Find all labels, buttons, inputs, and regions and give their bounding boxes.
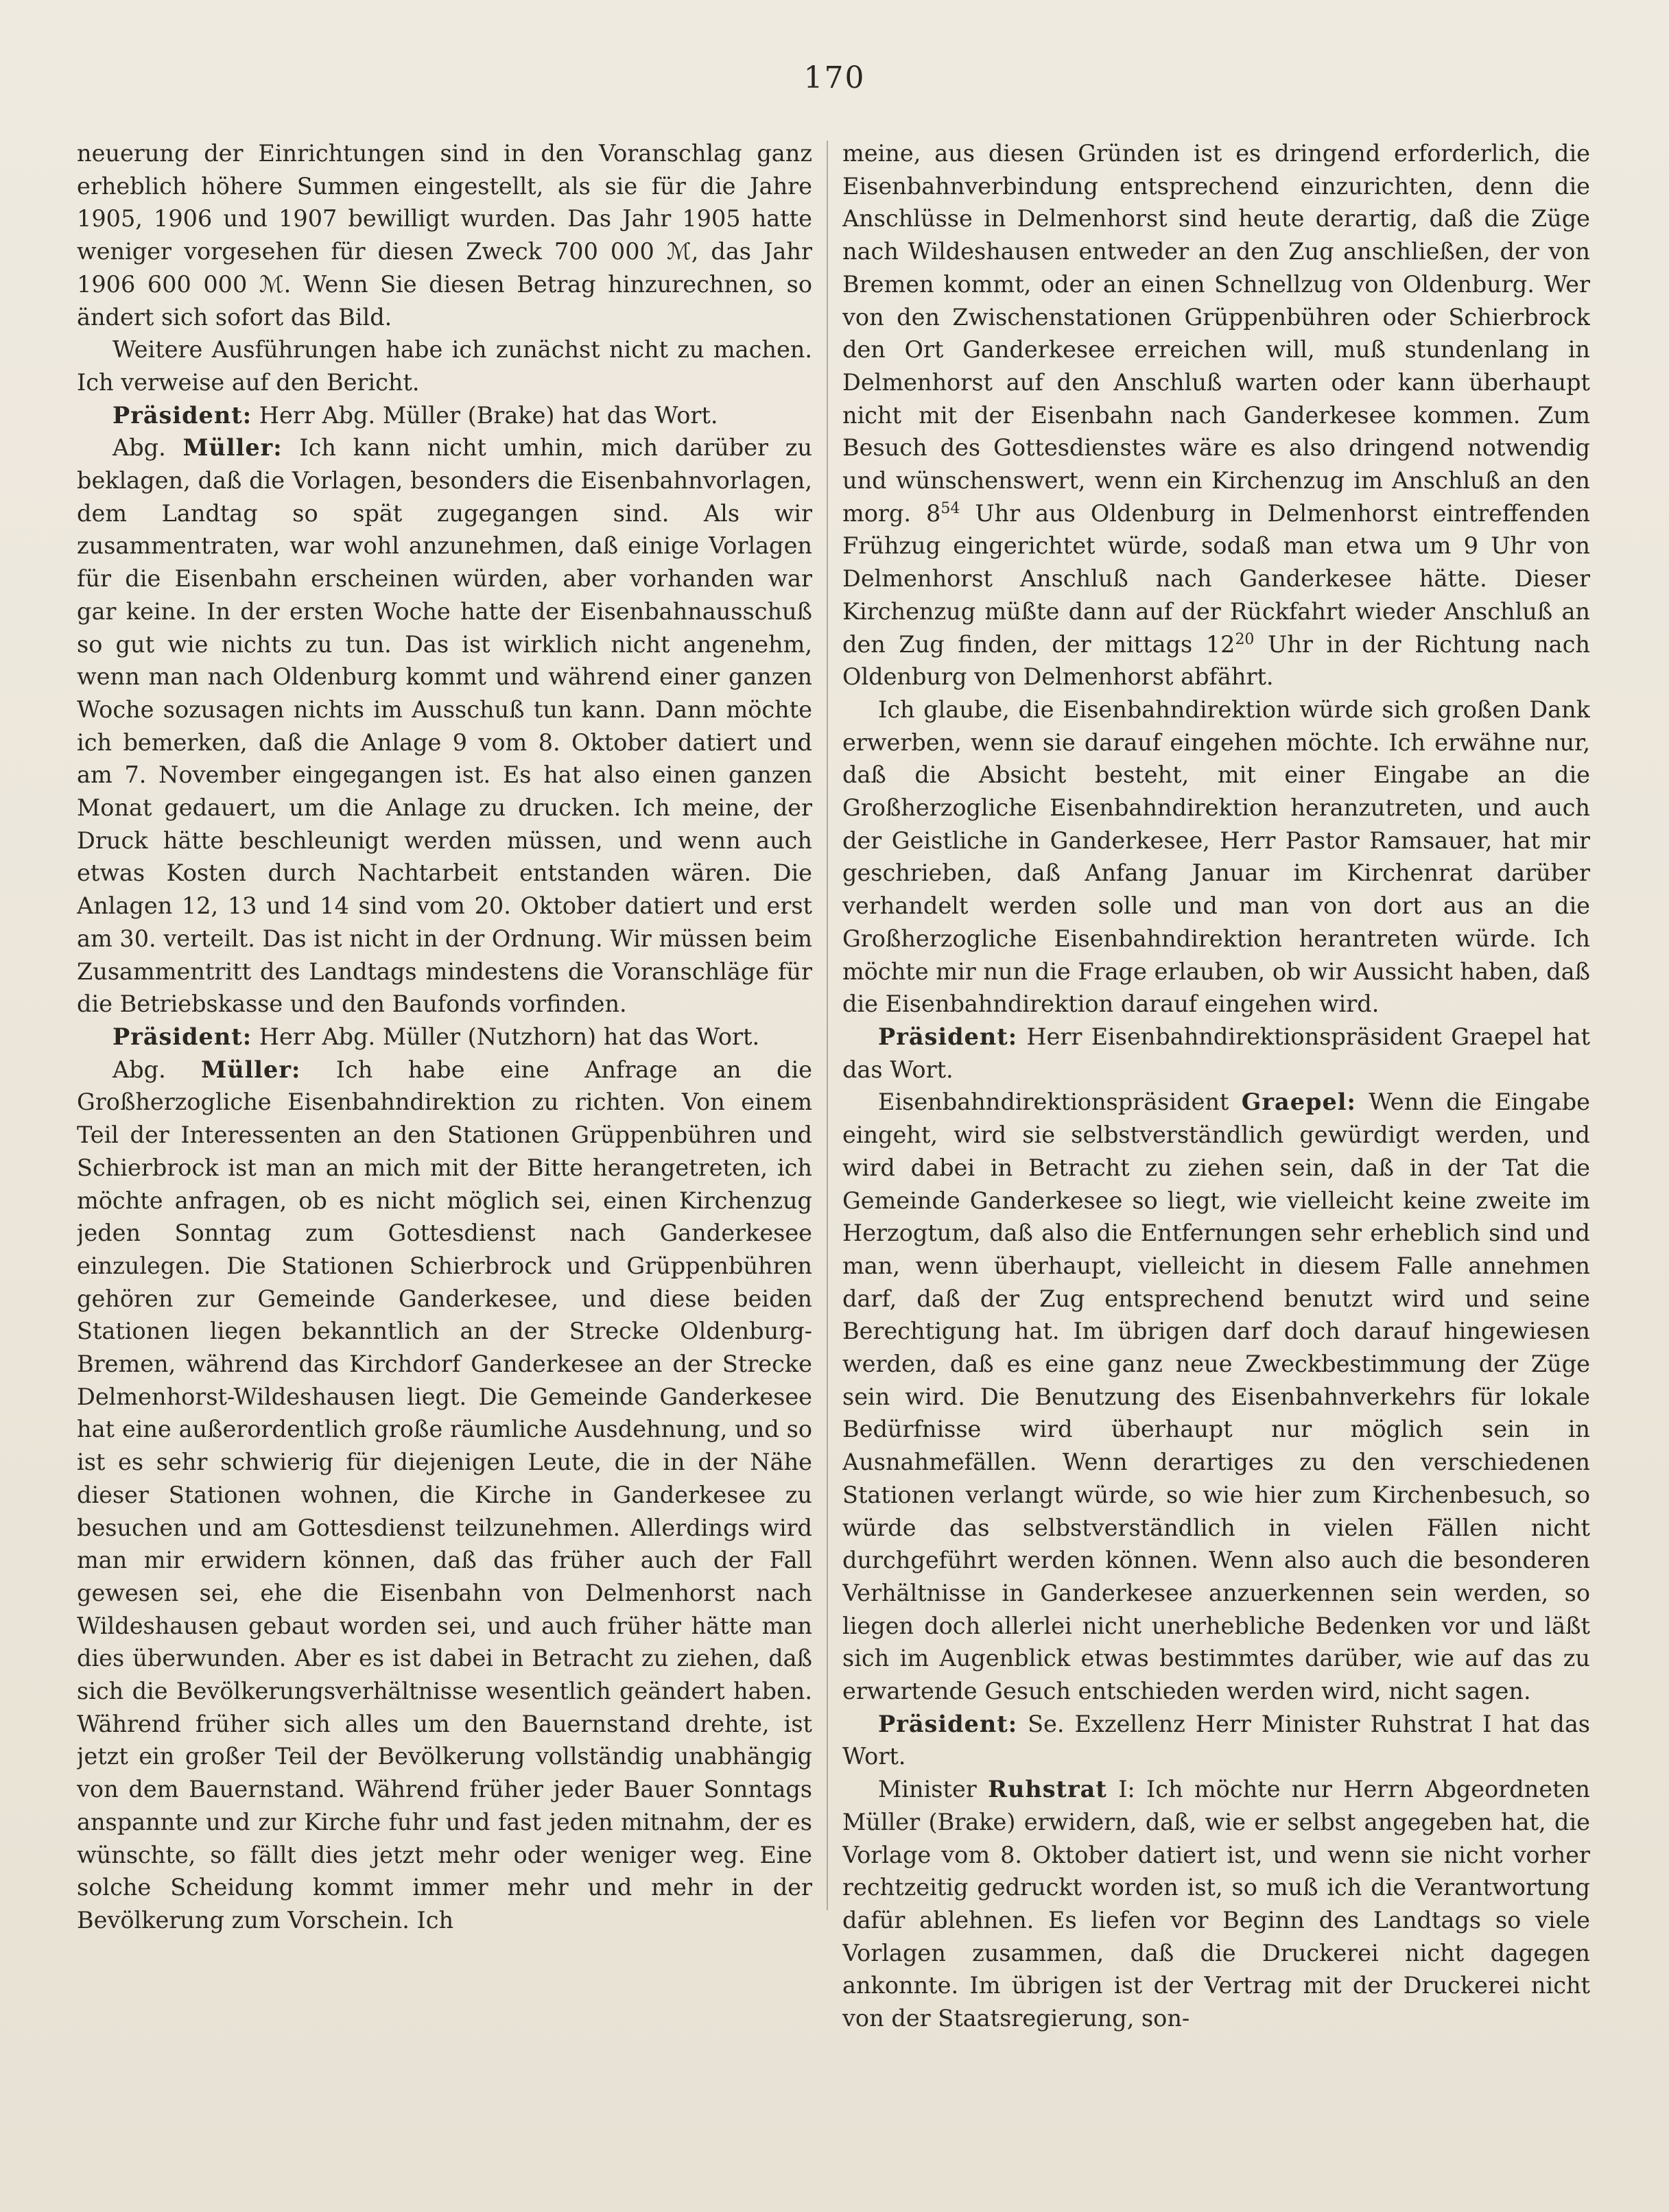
- paragraph: [842, 137, 1590, 693]
- time-superscript: 20: [1235, 630, 1255, 648]
- speaker-text: Herr Eisenbahndirektionspräsident Graepel hat das Wort.: [842, 1023, 1590, 1083]
- speaker-paragraph: [842, 1708, 1590, 1773]
- speaker-paragraph: [77, 399, 812, 432]
- speaker-prefix: Abg.: [113, 1056, 166, 1083]
- left-column: [77, 137, 812, 2181]
- speaker-name: Müller:: [182, 434, 283, 462]
- speaker-name: Müller:: [201, 1056, 301, 1083]
- speech-text: Ich habe eine Anfrage an die Großherzogliche Eisenbahndirektion zu richten. Von einem Teil der Interessenten an den Stationen Grüppenbühren und Schierbrock ist man an mich mit der Bitte herangetreten, ich möchte anfragen, ob es nicht möglich sei, einen Kirchenzug jeden Sonntag zum Gottesdienst nach Ganderkesee einzulegen. Die Stationen Schierbrock und Grüppenbühren gehören zur Gemeinde Ganderkesee, und diese beiden Stationen liegen bekanntlich an der Strecke Oldenburg-Bremen, während das Kirchdorf Ganderkesee an der Strecke Delmenhorst-Wildeshausen liegt. Die Gemeinde Ganderkesee hat eine außerordentlich große räumliche Ausdehnung, und so ist es sehr schwierig für diejenigen Leute, die in der Nähe dieser Stationen wohnen, die Kirche in Ganderkesee zu besuchen und am Gottesdienst teilzunehmen. Allerdings wird man mir erwidern können, daß das früher auch der Fall gewesen sei, ehe die Eisenbahn von Delmenhorst nach Wildeshausen gebaut worden sei, und auch früher hätte man dies überwunden. Aber es ist dabei in Betracht zu ziehen, daß sich die Bevölkerungsverhältnisse wesentlich geändert haben. Während früher sich alles um den Bauernstand drehte, ist jetzt ein großer Teil der Bevölkerung vollständig unabhängig von dem Bauernstand. Während früher jeder Bauer Sonntags anspannte und zur Kirche fuhr und fast jeden mitnahm, der es wünschte, so fällt dies jetzt mehr oder weniger weg. Eine solche Scheidung kommt immer mehr und mehr in der Bevölkerung zum Vorschein. Ich: [77, 1056, 812, 1934]
- speaker-text: Herr Abg. Müller (Brake) hat das Wort.: [259, 401, 718, 429]
- speech-paragraph: [77, 1054, 812, 1937]
- speaker-name: Ruhstrat: [988, 1776, 1107, 1803]
- speech-paragraph: [842, 1086, 1590, 1707]
- speech-paragraph: [842, 1773, 1590, 2035]
- text-run: meine, aus diesen Gründen ist es dringend erforderlich, die Eisenbahnverbindung entsprechend einzurichten, denn die Anschlüsse in Delmenhorst sind heute derartig, daß die Züge nach Wildeshausen entweder an den Zug anschließen, der von Bremen kommt, oder an einen Schnellzug von Oldenburg. Wer von den Zwischenstationen Grüppenbühren oder Schierbrock den Ort Ganderkesee erreichen will, muß stundenlang in Delmenhorst auf den Anschluß warten oder kann überhaupt nicht mit der Eisenbahn nach Ganderkesee kommen. Zum Besuch des Gottesdienstes wäre es also dringend notwendig und wünschenswert, wenn ein Kirchenzug im Anschluß an den morg. 8: [842, 140, 1590, 527]
- paragraph: neuerung der Einrichtungen sind in den Voranschlag ganz erheblich höhere Summen eingestellt, als sie für die Jahre 1905, 1906 und 1907 bewilligt wurden. Das Jahr 1905 hatte weniger vorgesehen für diesen Zweck 700 000 ℳ, das Jahr 1906 600 000 ℳ. Wenn Sie diesen Betrag hinzurechnen, so ändert sich sofort das Bild.: [77, 140, 812, 331]
- speaker-name: Graepel:: [1241, 1089, 1356, 1116]
- right-column: [842, 137, 1590, 2181]
- page-number: 170: [803, 60, 866, 95]
- speech-paragraph: [77, 431, 812, 1021]
- speaker-prefix: Eisenbahndirektionspräsident: [878, 1089, 1229, 1116]
- column-divider: [827, 141, 828, 1910]
- speech-text: Wenn die Eingabe eingeht, wird sie selbstverständlich gewürdigt werden, und wird dabei in Betracht zu ziehen sein, daß in der Tat die Gemeinde Ganderkesee so liegt, wie vielleicht keine zweite im Herzogtum, daß also die Entfernungen sehr erheblich sind und man, wenn überhaupt, vielleicht in diesem Falle annehmen darf, daß der Zug entsprechend benutzt wird und seine Berechtigung hat. Im übrigen darf doch darauf hingewiesen werden, daß es eine ganz neue Zweckbestimmung der Züge sein wird. Die Benutzung des Eisenbahnverkehrs für lokale Bedürfnisse wird überhaupt nur möglich sein in Ausnahmefällen. Wenn derartiges zu den verschiedenen Stationen verlangt würde, so wie hier zum Kirchenbesuch, so würde das selbstverständlich in vielen Fällen nicht durchgeführt werden können. Wenn also auch die besonderen Verhältnisse in Ganderkesee anzuerkennen sein werden, so liegen doch allerlei nicht unerhebliche Bedenken vor und läßt sich im Augenblick etwas bestimmtes darüber, wie auf das zu erwartende Gesuch entschieden werden wird, nicht sagen.: [842, 1089, 1590, 1705]
- speech-text: I: Ich möchte nur Herrn Abgeordneten Müller (Brake) erwidern, daß, wie er selbst angegeben hat, die Vorlage vom 8. Oktober datiert ist, und wenn sie nicht vorher rechtzeitig gedruckt worden ist, so muß ich die Verantwortung dafür ablehnen. Es liefen vor Beginn des Landtags so viele Vorlagen zusammen, daß die Druckerei nicht dagegen ankonnte. Im übrigen ist der Vertrag mit der Druckerei nicht von der Staatsregierung, son-: [842, 1776, 1590, 2032]
- speaker-label: Präsident:: [878, 1023, 1018, 1050]
- paragraph: Weitere Ausführungen habe ich zunächst nicht zu machen. Ich verweise auf den Bericht.: [77, 336, 812, 396]
- speaker-label: Präsident:: [113, 401, 252, 429]
- text-run: Uhr in der Richtung nach Oldenburg von Delmenhorst abfährt.: [842, 630, 1590, 691]
- speaker-paragraph: [77, 1021, 812, 1054]
- time-superscript: 54: [940, 499, 960, 517]
- speaker-text: Se. Exzellenz Herr Minister Ruhstrat I hat das Wort.: [842, 1710, 1590, 1770]
- speaker-label: Präsident:: [878, 1710, 1018, 1737]
- speaker-text: Herr Abg. Müller (Nutzhorn) hat das Wort.: [259, 1023, 760, 1050]
- paragraph: Ich glaube, die Eisenbahndirektion würde sich großen Dank erwerben, wenn sie darauf eingehen möchte. Ich erwähne nur, daß die Absicht besteht, mit einer Eingabe an die Großherzogliche Eisenbahndirektion heranzutreten, und auch der Geistliche in Ganderkesee, Herr Pastor Ramsauer, hat mir geschrieben, daß Anfang Januar im Kirchenrat darüber verhandelt werden solle und man von dort aus an die Großherzogliche Eisenbahndirektion herantreten würde. Ich möchte mir nun die Frage erlauben, ob wir Aussicht haben, daß die Eisenbahndirektion darauf eingehen wird.: [842, 695, 1590, 1018]
- speaker-paragraph: [842, 1021, 1590, 1086]
- speaker-prefix: Minister: [878, 1776, 977, 1803]
- text-run: Uhr aus Oldenburg in Delmenhorst eintreffenden Frühzug eingerichtet würde, sodaß man etwa um 9 Uhr von Delmenhorst Anschluß nach Ganderkesee hätte. Dieser Kirchenzug müßte dann auf der Rückfahrt wieder Anschluß an den Zug finden, der mittags 12: [842, 499, 1590, 658]
- speaker-prefix: Abg.: [113, 434, 166, 462]
- speech-text: Ich kann nicht umhin, mich darüber zu beklagen, daß die Vorlagen, besonders die Eisenbahnvorlagen, dem Landtag so spät zugegangen sind. Als wir zusammentraten, war wohl anzunehmen, daß einige Vorlagen für die Eisenbahn erscheinen würden, aber vorhanden war gar keine. In der ersten Woche hatte der Eisenbahnausschuß so gut wie nichts zu tun. Das ist wirklich nicht angenehm, wenn man nach Oldenburg kommt und während einer ganzen Woche sozusagen nichts im Ausschuß tun kann. Dann möchte ich bemerken, daß die Anlage 9 vom 8. Oktober datiert und am 7. November eingegangen ist. Es hat also einen ganzen Monat gedauert, um die Anlage zu drucken. Ich meine, der Druck hätte beschleunigt werden müssen, und wenn auch etwas Kosten durch Nachtarbeit entstanden wären. Die Anlagen 12, 13 und 14 sind vom 20. Oktober datiert und erst am 30. verteilt. Das ist nicht in der Ordnung. Wir müssen beim Zusammentritt des Landtags mindestens die Voranschläge für die Betriebskasse und den Baufonds vorfinden.: [77, 434, 812, 1018]
- speaker-label: Präsident:: [113, 1023, 252, 1050]
